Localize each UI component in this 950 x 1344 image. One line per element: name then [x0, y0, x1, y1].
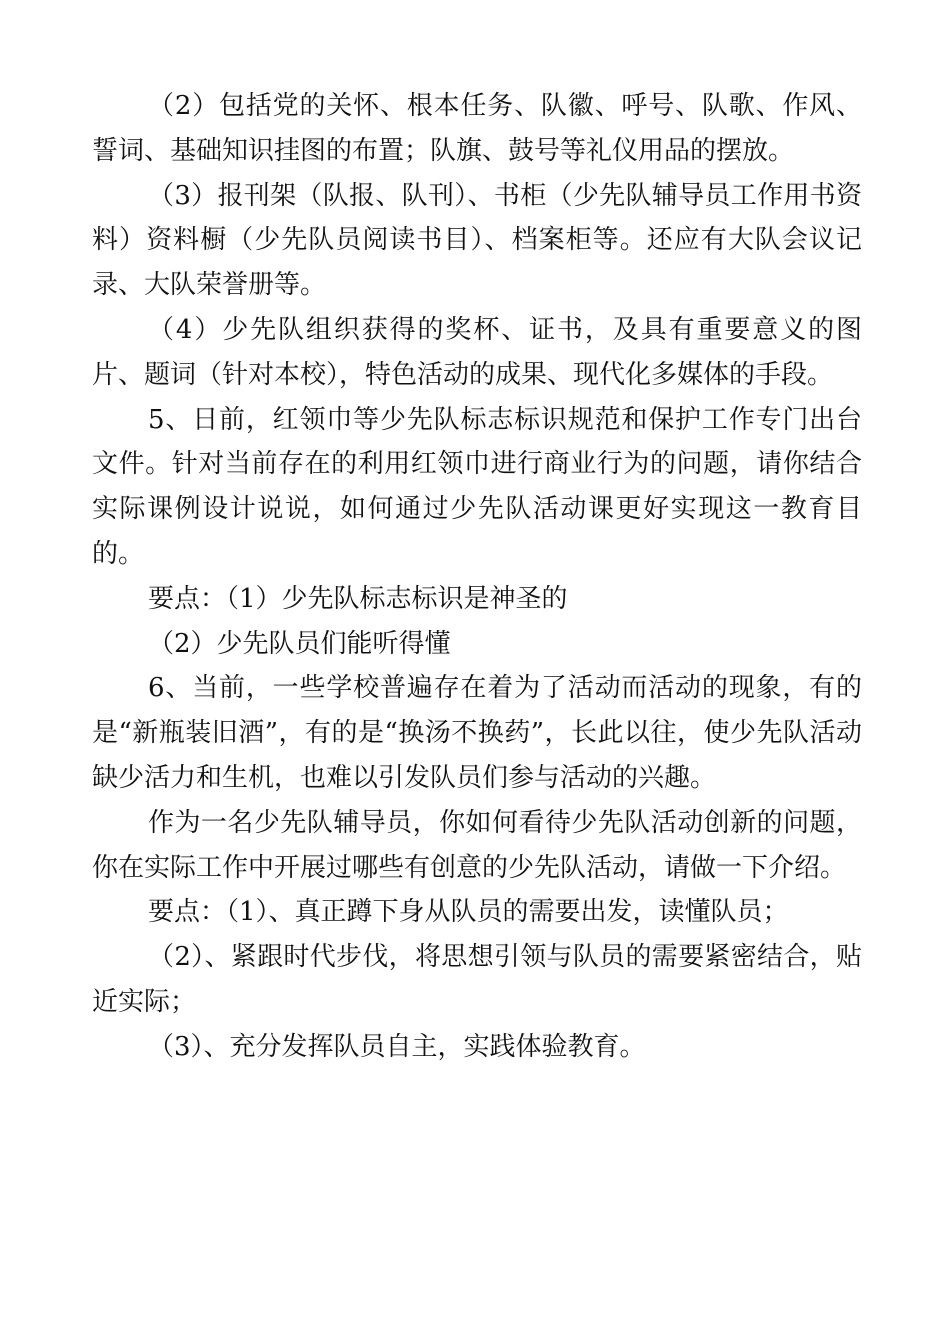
paragraph-keypoint-6-3: （3）、充分发挥队员自主，实践体验教育。: [148, 1031, 646, 1062]
paragraph-question-6: 6、当前，一些学校普遍存在着为了活动而活动的现象，有的是“新瓶装旧酒”，有的是“换汤不换药”，长此以往，使少先队活动缺少活力和生机，也难以引发队员们参与活动的兴趣。: [92, 673, 862, 793]
paragraph-question-6-followup: 作为一名少先队辅导员，你如何看待少先队活动创新的问题，你在实际工作中开展过哪些有创意的少先队活动，请做一下介绍。: [92, 807, 862, 883]
paragraph-question-5: 5、日前，红领巾等少先队标志标识规范和保护工作专门出台文件。针对当前存在的利用红领巾进行商业行为的问题，请你结合实际课例设计说说，如何通过少先队活动课更好实现这一教育目的。: [92, 404, 862, 569]
paragraph-keypoint-5-2: （2）少先队员们能听得懂: [148, 628, 451, 659]
paragraph-item-2: （2）包括党的关怀、根本任务、队徽、呼号、队歌、作风、誓词、基础知识挂图的布置；队旗、鼓号等礼仪用品的摆放。: [92, 91, 862, 166]
paragraph-keypoint-6-2: （2）、紧跟时代步伐，将思想引领与队员的需要紧密结合，贴近实际；: [92, 942, 862, 1017]
paragraph-keypoint-6-1: 要点：（1）、真正蹲下身从队员的需要出发，读懂队员；: [148, 897, 789, 928]
document-page: [92, 84, 862, 1070]
paragraph-keypoint-5-1: 要点：（1）少先队标志标识是神圣的: [148, 583, 568, 614]
paragraph-item-4: （4）少先队组织获得的奖杯、证书，及具有重要意义的图片、题词（针对本校），特色活动的成果、现代化多媒体的手段。: [92, 314, 862, 390]
paragraph-item-3: （3）报刊架（队报、队刊）、书柜（少先队辅导员工作用书资料）资料橱（少先队员阅读书目）、档案柜等。还应有大队会议记录、大队荣誉册等。: [92, 180, 862, 301]
